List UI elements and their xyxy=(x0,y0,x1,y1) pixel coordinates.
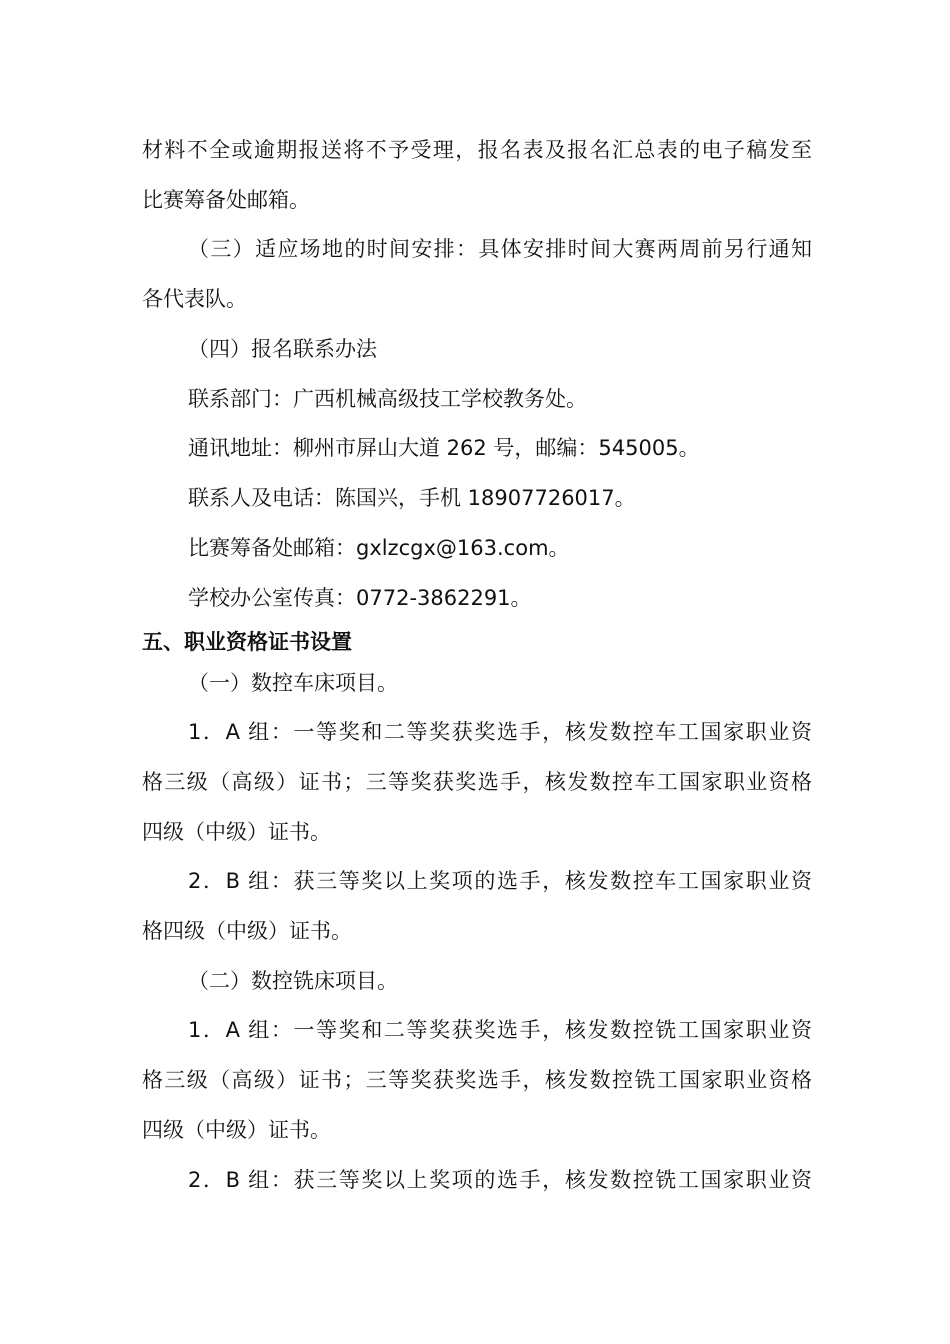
text-line: 1．A 组：一等奖和二等奖获奖选手，核发数控铣工国家职业资 xyxy=(188,1018,812,1042)
subsection-heading: （一）数控车床项目。 xyxy=(188,671,398,695)
text-line: 格三级（高级）证书；三等奖获奖选手，核发数控车工国家职业资格 xyxy=(142,770,812,794)
text-line: 学校办公室传真：0772-3862291。 xyxy=(188,586,532,610)
text-line: 四级（中级）证书。 xyxy=(142,1118,331,1142)
text-line: （三）适应场地的时间安排：具体安排时间大赛两周前另行通知 xyxy=(188,237,812,261)
text-line: 材料不全或逾期报送将不予受理，报名表及报名汇总表的电子稿发至 xyxy=(142,138,812,162)
text-line: 2．B 组：获三等奖以上奖项的选手，核发数控车工国家职业资 xyxy=(188,869,812,893)
text-line: 联系部门：广西机械高级技工学校教务处。 xyxy=(188,387,587,411)
text-line: 1．A 组：一等奖和二等奖获奖选手，核发数控车工国家职业资 xyxy=(188,720,812,744)
text-line: 格四级（中级）证书。 xyxy=(142,919,352,943)
text-line: 各代表队。 xyxy=(142,287,247,311)
text-line: 2．B 组：获三等奖以上奖项的选手，核发数控铣工国家职业资 xyxy=(188,1168,812,1192)
section-heading: （四）报名联系办法 xyxy=(188,337,377,361)
text-line: 四级（中级）证书。 xyxy=(142,820,331,844)
text-line: 比赛筹备处邮箱。 xyxy=(142,188,310,212)
text-line: 联系人及电话：陈国兴，手机 18907726017。 xyxy=(188,486,636,510)
text-line: 通讯地址：柳州市屏山大道 262 号，邮编：545005。 xyxy=(188,436,700,460)
text-line: 格三级（高级）证书；三等奖获奖选手，核发数控铣工国家职业资格 xyxy=(142,1068,812,1092)
text-line: 比赛筹备处邮箱：gxlzcgx@163.com。 xyxy=(188,536,570,560)
section-heading: 五、职业资格证书设置 xyxy=(142,630,352,654)
subsection-heading: （二）数控铣床项目。 xyxy=(188,969,398,993)
